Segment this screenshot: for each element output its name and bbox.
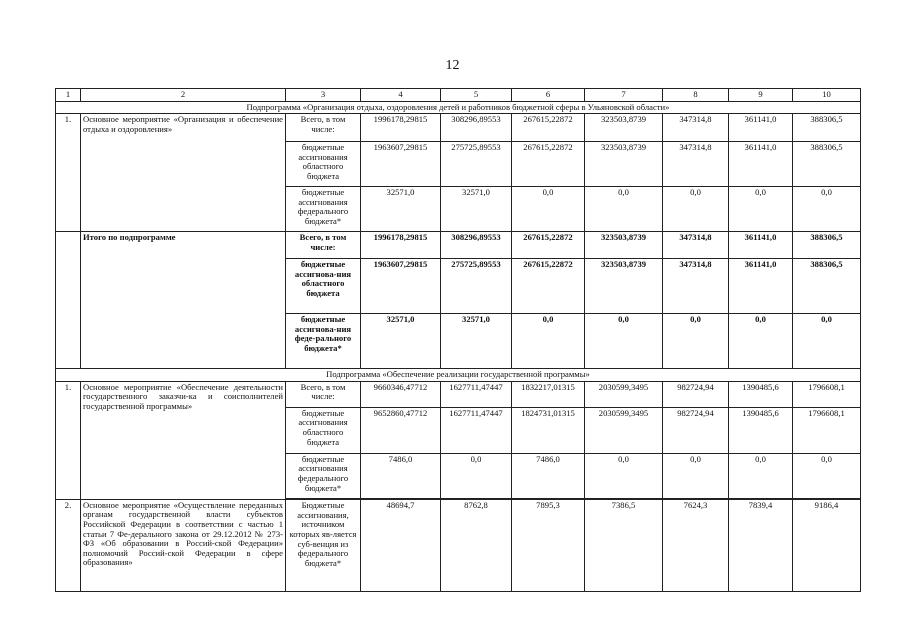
value-cell: 267615,22872	[512, 114, 585, 142]
value-cell: 7839,4	[729, 499, 793, 591]
value-cell: 361141,0	[729, 232, 793, 259]
funding-type: бюджетные ассигнования федерального бюджета*	[286, 453, 361, 499]
value-cell: 0,0	[441, 453, 512, 499]
total-label: Итого по подпрограмме	[81, 232, 286, 369]
value-cell: 32571,0	[441, 187, 512, 232]
value-cell: 1963607,29815	[361, 259, 441, 314]
funding-type: бюджетные ассигнова-ния феде-рального бюджета*	[286, 314, 361, 369]
value-cell: 0,0	[512, 314, 585, 369]
value-cell: 0,0	[585, 314, 663, 369]
value-cell: 1796608,1	[793, 381, 861, 407]
value-cell: 0,0	[729, 453, 793, 499]
value-cell: 1996178,29815	[361, 114, 441, 142]
empty-cell	[56, 232, 81, 369]
value-cell: 0,0	[793, 187, 861, 232]
header-cell: 6	[512, 89, 585, 102]
value-cell: 1627711,47447	[441, 381, 512, 407]
table-row	[56, 499, 861, 591]
value-cell: 347314,8	[663, 232, 729, 259]
header-row	[56, 89, 861, 102]
table-row	[56, 232, 861, 259]
value-cell: 32571,0	[361, 187, 441, 232]
value-cell: 361141,0	[729, 114, 793, 142]
value-cell: 9660346,47712	[361, 381, 441, 407]
value-cell: 7386,5	[585, 499, 663, 591]
value-cell: 1996178,29815	[361, 232, 441, 259]
header-cell: 8	[663, 89, 729, 102]
value-cell: 323503,8739	[585, 142, 663, 187]
value-cell: 0,0	[793, 453, 861, 499]
value-cell: 347314,8	[663, 114, 729, 142]
activity-name: Основное мероприятие «Обеспечение деятельности государственного заказчи-ка и соисполнителей государственной программы»	[81, 381, 286, 499]
value-cell: 9652860,47712	[361, 407, 441, 453]
subprogram-title-row	[56, 369, 861, 382]
header-cell: 7	[585, 89, 663, 102]
value-cell: 7486,0	[361, 453, 441, 499]
header-cell: 3	[286, 89, 361, 102]
value-cell: 323503,8739	[585, 232, 663, 259]
funding-type: бюджетные ассигнова-ния областного бюджета	[286, 259, 361, 314]
funding-type: Всего, в том числе:	[286, 232, 361, 259]
value-cell: 275725,89553	[441, 259, 512, 314]
value-cell: 0,0	[729, 187, 793, 232]
value-cell: 0,0	[729, 314, 793, 369]
value-cell: 388306,5	[793, 142, 861, 187]
value-cell: 267615,22872	[512, 232, 585, 259]
value-cell: 1824731,01315	[512, 407, 585, 453]
value-cell: 323503,8739	[585, 114, 663, 142]
value-cell: 0,0	[663, 187, 729, 232]
value-cell: 308296,89553	[441, 114, 512, 142]
header-cell: 9	[729, 89, 793, 102]
value-cell: 361141,0	[729, 142, 793, 187]
header-cell: 5	[441, 89, 512, 102]
value-cell: 1796608,1	[793, 407, 861, 453]
value-cell: 982724,94	[663, 407, 729, 453]
value-cell: 388306,5	[793, 232, 861, 259]
value-cell: 2030599,3495	[585, 381, 663, 407]
subprogram-title: Подпрограмма «Обеспечение реализации государственной программы»	[56, 369, 861, 382]
value-cell: 308296,89553	[441, 232, 512, 259]
header-cell: 2	[81, 89, 286, 102]
value-cell: 1390485,6	[729, 381, 793, 407]
value-cell: 347314,8	[663, 142, 729, 187]
funding-type: Бюджетные ассигнования, источником которых яв-ляется суб-венция из федерального бюджета*	[286, 499, 361, 591]
funding-type: Всего, в том числе:	[286, 381, 361, 407]
value-cell: 2030599,3495	[585, 407, 663, 453]
value-cell: 347314,8	[663, 259, 729, 314]
funding-type: бюджетные ассигнования областного бюджета	[286, 142, 361, 187]
page-number: 12	[445, 58, 460, 73]
value-cell: 1963607,29815	[361, 142, 441, 187]
value-cell: 388306,5	[793, 114, 861, 142]
subprogram-title: Подпрограмма «Организация отдыха, оздоровления детей и работников бюджетной сферы в Ульяновской области»	[56, 101, 861, 114]
activity-name: Основное мероприятие «Осуществление переданных органам государственной власти субъектов Российской Федерации в соответствии с частью 1 статьи 7 Фе-дерального закона от 29.12.2012 № 273-ФЗ «Об образовании в Россий-ской Федерации» полномочий Россий-ской Федерации в сфере образования»	[81, 499, 286, 591]
value-cell: 0,0	[663, 314, 729, 369]
value-cell: 267615,22872	[512, 259, 585, 314]
value-cell: 0,0	[793, 314, 861, 369]
value-cell: 0,0	[512, 187, 585, 232]
value-cell: 267615,22872	[512, 142, 585, 187]
budget-table	[55, 88, 861, 592]
value-cell: 8762,8	[441, 499, 512, 591]
value-cell: 48694,7	[361, 499, 441, 591]
value-cell: 0,0	[585, 187, 663, 232]
value-cell: 361141,0	[729, 259, 793, 314]
header-cell: 1	[56, 89, 81, 102]
value-cell: 9186,4	[793, 499, 861, 591]
value-cell: 0,0	[663, 453, 729, 499]
value-cell: 1832217,01315	[512, 381, 585, 407]
value-cell: 7895,3	[512, 499, 585, 591]
value-cell: 7486,0	[512, 453, 585, 499]
table-row	[56, 381, 861, 407]
value-cell: 0,0	[585, 453, 663, 499]
activity-number: 2.	[56, 499, 81, 591]
funding-type: бюджетные ассигнования областного бюджета	[286, 407, 361, 453]
header-cell: 4	[361, 89, 441, 102]
value-cell: 323503,8739	[585, 259, 663, 314]
header-cell: 10	[793, 89, 861, 102]
table-row	[56, 114, 861, 142]
value-cell: 32571,0	[361, 314, 441, 369]
value-cell: 1390485,6	[729, 407, 793, 453]
activity-name: Основное мероприятие «Организация и обеспечение отдыха и оздоровления»	[81, 114, 286, 232]
subprogram-title-row	[56, 101, 861, 114]
activity-number: 1.	[56, 381, 81, 499]
value-cell: 982724,94	[663, 381, 729, 407]
activity-number: 1.	[56, 114, 81, 232]
value-cell: 388306,5	[793, 259, 861, 314]
value-cell: 1627711,47447	[441, 407, 512, 453]
value-cell: 275725,89553	[441, 142, 512, 187]
funding-type: Всего, в том числе:	[286, 114, 361, 142]
funding-type: бюджетные ассигнования федерального бюджета*	[286, 187, 361, 232]
value-cell: 7624,3	[663, 499, 729, 591]
value-cell: 32571,0	[441, 314, 512, 369]
